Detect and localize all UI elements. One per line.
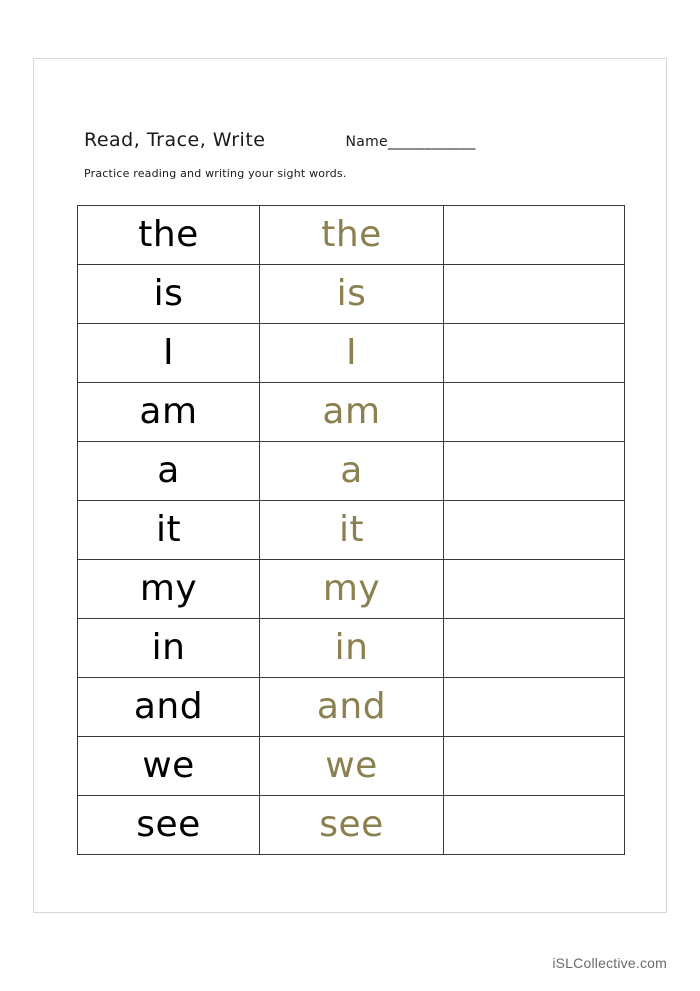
write-cell[interactable] <box>444 619 624 677</box>
word-trace: see <box>319 804 384 845</box>
table-row <box>78 737 624 796</box>
table-row <box>78 206 624 265</box>
write-cell[interactable] <box>444 383 624 441</box>
word-read: my <box>139 568 198 609</box>
word-trace: a <box>340 450 363 491</box>
table-row <box>78 678 624 737</box>
table-row <box>78 265 624 324</box>
trace-cell <box>260 796 444 854</box>
trace-cell <box>260 619 444 677</box>
word-trace: and <box>316 686 387 727</box>
table-row <box>78 442 624 501</box>
write-cell[interactable] <box>444 501 624 559</box>
table-row <box>78 324 624 383</box>
read-cell <box>78 442 260 500</box>
worksheet-header <box>84 129 624 180</box>
read-cell <box>78 265 260 323</box>
write-cell[interactable] <box>444 560 624 618</box>
trace-cell <box>260 501 444 559</box>
trace-cell <box>260 442 444 500</box>
sight-words-table <box>77 205 625 855</box>
word-trace: the <box>321 214 382 255</box>
read-cell <box>78 206 260 264</box>
word-read: the <box>138 214 199 255</box>
word-read: I <box>162 332 175 373</box>
word-read: we <box>142 745 195 786</box>
worksheet-subtitle: Practice reading and writing your sight words. <box>84 167 347 180</box>
write-cell[interactable] <box>444 206 624 264</box>
word-trace: is <box>336 273 367 314</box>
word-trace: I <box>345 332 358 373</box>
write-cell[interactable] <box>444 442 624 500</box>
word-read: in <box>151 627 186 668</box>
table-row <box>78 383 624 442</box>
write-cell[interactable] <box>444 796 624 854</box>
table-row <box>78 796 624 855</box>
trace-cell <box>260 560 444 618</box>
write-cell[interactable] <box>444 737 624 795</box>
write-cell[interactable] <box>444 678 624 736</box>
table-row <box>78 619 624 678</box>
word-read: am <box>139 391 198 432</box>
word-read: a <box>157 450 180 491</box>
read-cell <box>78 383 260 441</box>
read-cell <box>78 737 260 795</box>
word-trace: it <box>338 509 365 550</box>
table-row <box>78 501 624 560</box>
trace-cell <box>260 206 444 264</box>
word-trace: am <box>322 391 381 432</box>
trace-cell <box>260 324 444 382</box>
page-title: Read, Trace, Write <box>84 129 266 151</box>
read-cell <box>78 560 260 618</box>
title-row <box>84 129 624 151</box>
write-cell[interactable] <box>444 324 624 382</box>
word-read: is <box>153 273 184 314</box>
read-cell <box>78 678 260 736</box>
trace-cell <box>260 383 444 441</box>
read-cell <box>78 796 260 854</box>
read-cell <box>78 619 260 677</box>
name-field-label: Name____________ <box>345 134 476 150</box>
write-cell[interactable] <box>444 265 624 323</box>
word-trace: in <box>334 627 369 668</box>
word-trace: my <box>322 568 381 609</box>
read-cell <box>78 324 260 382</box>
word-read: it <box>155 509 182 550</box>
trace-cell <box>260 678 444 736</box>
word-trace: we <box>325 745 378 786</box>
trace-cell <box>260 737 444 795</box>
table-row <box>78 560 624 619</box>
trace-cell <box>260 265 444 323</box>
word-read: see <box>136 804 201 845</box>
read-cell <box>78 501 260 559</box>
footer-credit: iSLCollective.com <box>552 955 667 971</box>
word-read: and <box>133 686 204 727</box>
worksheet-page <box>33 58 667 913</box>
